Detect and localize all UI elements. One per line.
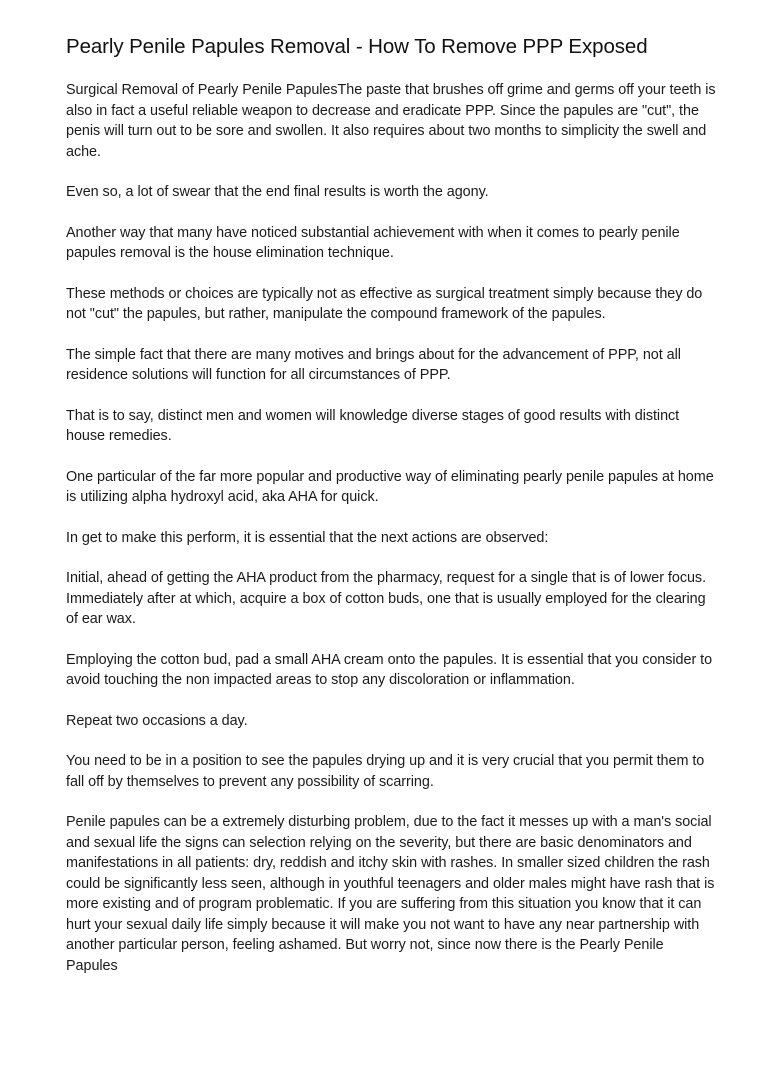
paragraph-6: That is to say, distinct men and women will knowledge diverse stages of good results with distinct house remedies.	[66, 407, 680, 444]
paragraph-4: These methods or choices are typically not as effective as surgical treatment simply because they do not "cut" the papules, but rather, manipulate the compound framework of the papules.	[66, 285, 703, 322]
paragraph-5: The simple fact that there are many motives and brings about for the advancement of PPP, not all residence solutions will function for all circumstances of PPP.	[66, 346, 681, 383]
paragraph-9: Initial, ahead of getting the AHA product from the pharmacy, request for a single that is of lower focus. Immediately after at which, acquire a box of cotton buds, one that is usually employed for the clearing of ear wax.	[66, 570, 707, 627]
paragraph-3: Another way that many have noticed substantial achievement with when it comes to pearly penile papules removal is the house elimination technique.	[66, 224, 680, 261]
paragraph-8: In get to make this perform, it is essential that the next actions are observed:	[66, 529, 549, 546]
paragraph-7: One particular of the far more popular and productive way of eliminating pearly penile papules at home is utilizing alpha hydroxyl acid, aka AHA for quick.	[66, 468, 714, 505]
document-page	[66, 36, 716, 996]
paragraph-13: Penile papules can be a extremely disturbing problem, due to the fact it messes up with a man's social and sexual life the signs can selection relying on the severity, but there are basic denominators and manifestations in all patients: dry, reddish and itchy skin with rashes. In smaller sized children the rash could be significantly less seen, although in youthful teenagers and older males might have rash that is more existing and of program problematic. If you are suffering from this situation you know that it can hurt your sexual daily life simply because it will make you not want to have any near partnership with another particular person, feeling ashamed. But worry not, since now there is the Pearly Penile Papules	[66, 814, 715, 974]
paragraph-10: Employing the cotton bud, pad a small AHA cream onto the papules. It is essential that you consider to avoid touching the non impacted areas to stop any discoloration or inflammation.	[66, 651, 713, 688]
document-title: Pearly Penile Papules Removal - How To Remove PPP Exposed	[66, 35, 648, 58]
paragraph-12: You need to be in a position to see the papules drying up and it is very crucial that you permit them to fall off by themselves to prevent any possibility of scarring.	[66, 753, 705, 790]
paragraph-1: Surgical Removal of Pearly Penile PapulesThe paste that brushes off grime and germs off your teeth is also in fact a useful reliable weapon to decrease and eradicate PPP. Since the papules are "cut", the penis will turn out to be sore and swollen. It also requires about two months to simplicity the swell and ache.	[66, 82, 716, 160]
paragraph-11: Repeat two occasions a day.	[66, 712, 248, 729]
paragraph-2: Even so, a lot of swear that the end final results is worth the agony.	[66, 184, 489, 200]
